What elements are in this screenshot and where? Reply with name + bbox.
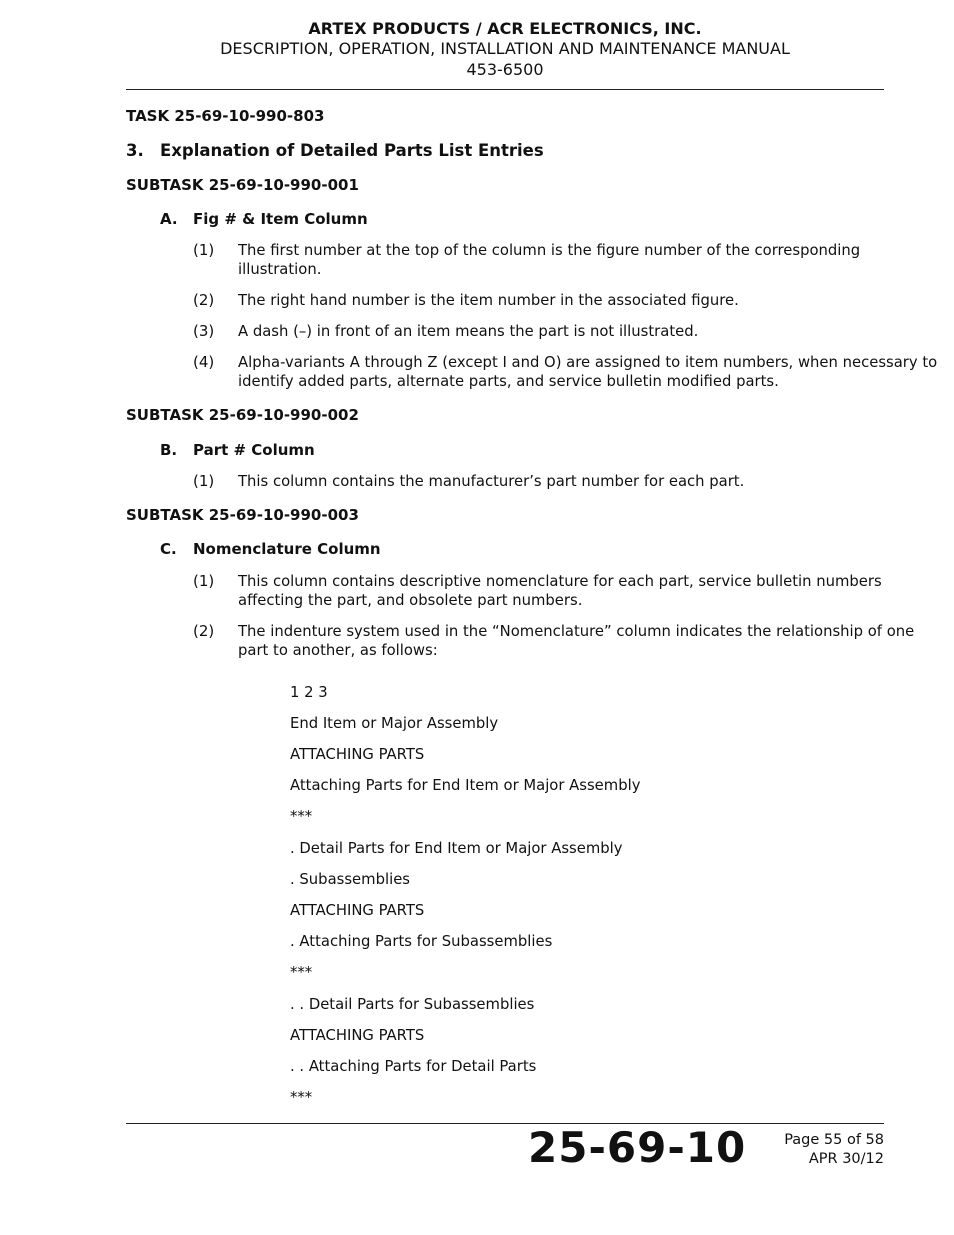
item-text [238,572,882,610]
section-number: 3. [126,141,144,160]
footer-rule [126,1123,884,1124]
item-text-line: The first number at the top of the column is the figure number of the corresponding [238,242,861,259]
subsection-heading: Nomenclature Column [193,540,381,558]
indenture-line: . . Attaching Parts for Detail Parts [290,1058,537,1075]
indenture-line: End Item or Major Assembly [290,715,499,732]
indenture-line: *** [290,964,313,981]
item-text-line: part to another, as follows: [238,642,438,659]
indenture-line: ATTACHING PARTS [290,1027,425,1044]
task-id: TASK 25-69-10-990-803 [126,107,325,125]
item-number: (2) [193,291,215,309]
indenture-line: ATTACHING PARTS [290,746,425,763]
indenture-line: . Attaching Parts for Subassemblies [290,933,553,950]
footer-revision-date: APR 30/12 [808,1151,884,1167]
header-doc-number: 453-6500 [466,60,544,79]
item-text-line: affecting the part, and obsolete part numbers. [238,592,583,609]
subsection-letter: B. [160,441,178,459]
indenture-line: . . Detail Parts for Subassemblies [290,996,535,1013]
item-text [238,353,937,391]
item-text [238,241,860,279]
item-number: (4) [193,353,215,371]
indenture-line: *** [290,1089,313,1106]
item-text: A dash (–) in front of an item means the part is not illustrated. [238,323,699,340]
subsection-letter: A. [160,210,178,228]
subsection-heading: Part # Column [193,441,315,459]
item-text-line: This column contains descriptive nomenclature for each part, service bulletin numbers [238,573,882,590]
indenture-line: *** [290,808,313,825]
indenture-line: 1 2 3 [290,684,328,701]
indenture-line: ATTACHING PARTS [290,902,425,919]
item-number: (3) [193,322,215,340]
subsection-letter: C. [160,540,177,558]
section-title: Explanation of Detailed Parts List Entries [160,141,544,160]
item-text-line: identify added parts, alternate parts, and service bulletin modified parts. [238,373,779,390]
subtask-id: SUBTASK 25-69-10-990-002 [126,406,359,424]
indenture-line: . Subassemblies [290,871,411,888]
item-text-line: The indenture system used in the “Nomenclature” column indicates the relationship of one [238,623,915,640]
item-number: (1) [193,472,215,490]
item-text-line: Alpha-variants A through Z (except I and O) are assigned to item numbers, when necessary to [238,354,938,371]
header-company: ARTEX PRODUCTS / ACR ELECTRONICS, INC. [308,19,702,38]
subtask-id: SUBTASK 25-69-10-990-001 [126,176,359,194]
footer-ata-number: 25-69-10 [528,1123,747,1172]
indenture-line: Attaching Parts for End Item or Major Assembly [290,777,641,794]
indenture-line: . Detail Parts for End Item or Major Assembly [290,840,623,857]
item-text: The right hand number is the item number in the associated figure. [238,292,739,309]
header-manual-title: DESCRIPTION, OPERATION, INSTALLATION AND MAINTENANCE MANUAL [220,39,790,58]
item-text-line: illustration. [238,261,322,278]
item-number: (2) [193,622,215,640]
item-text [238,622,914,660]
subtask-id: SUBTASK 25-69-10-990-003 [126,506,359,524]
item-text: This column contains the manufacturer’s part number for each part. [238,473,745,490]
subsection-heading: Fig # & Item Column [193,210,368,228]
item-number: (1) [193,241,215,259]
item-number: (1) [193,572,215,590]
footer-page-number: Page 55 of 58 [784,1132,884,1148]
header-rule [126,89,884,90]
